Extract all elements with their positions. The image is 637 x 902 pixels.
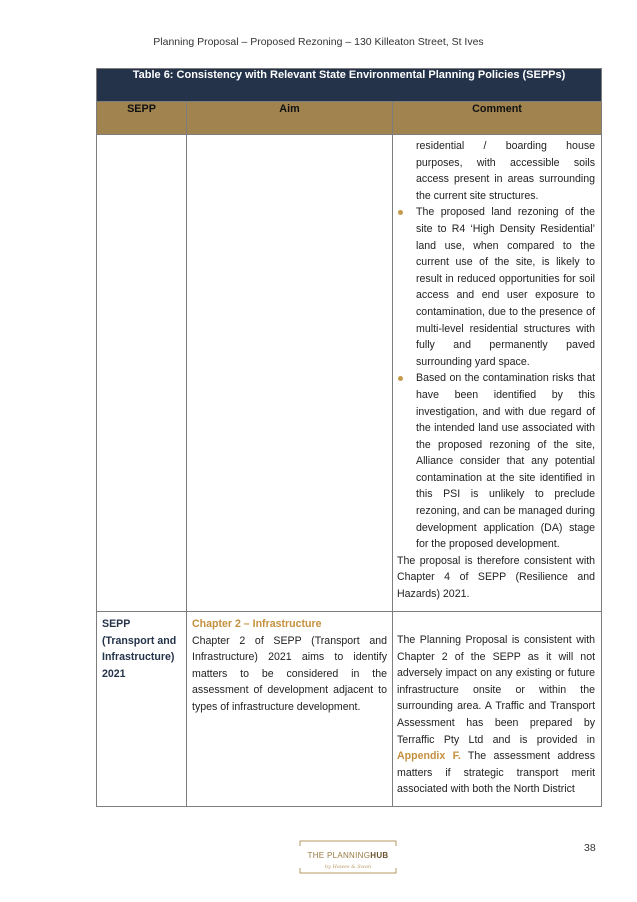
bullet-icon: [398, 376, 403, 381]
logo-prefix: THE PLANNING: [307, 851, 371, 860]
sepp-consistency-table: [96, 68, 602, 807]
logo-signature: by Hawes & Swan: [324, 864, 372, 870]
bullet-text: Based on the contamination risks that have been identified by this investigation, and with due regard of the intended land use associated with the proposed rezoning of the site, Alliance consider that any potential contamination at the site identified in this PSI is unlikely to preclude rezoning, and can be managed during development application (DA) stage for the proposed development.: [416, 372, 596, 551]
comment-text-after: The assessment address matters if strategic transport merit associated with both the North District: [397, 750, 596, 796]
logo-bold: HUB: [370, 851, 389, 860]
comment-cell: [393, 612, 602, 807]
list-item: [397, 204, 595, 370]
column-header-sepp: SEPP: [97, 102, 187, 135]
planning-hub-logo: [298, 839, 398, 875]
list-item: [397, 370, 595, 553]
column-header-aim: Aim: [187, 102, 393, 135]
page-header: Planning Proposal – Proposed Rezoning – 130 Killeaton Street, St Ives: [153, 36, 484, 48]
comment-cell: [393, 135, 602, 612]
comment-conclusion: The proposal is therefore consistent with Chapter 4 of SEPP (Resilience and Hazards) 2021.: [397, 554, 596, 601]
table-row: [97, 135, 602, 612]
table-title: Table 6: Consistency with Relevant State Environmental Planning Policies (SEPPs): [97, 69, 602, 102]
comment-text-before: The Planning Proposal is consistent with Chapter 2 of the SEPP as it will not adversely impact on any existing or future infrastructure onsite or within the surrounding area. A Traffic and Transport Assessment has been prepared by Terraffic Pty Ltd and is provided in: [397, 634, 596, 746]
comment-bullet-list: [397, 138, 595, 553]
aim-cell: [187, 612, 393, 807]
bullet-icon: [398, 210, 403, 215]
logo-wordmark: [298, 851, 398, 860]
column-header-comment: Comment: [393, 102, 602, 135]
aim-text: Chapter 2 of SEPP (Transport and Infrastructure) 2021 aims to identify matters to be considered in the assessment of development adjacent to types of infrastructure development.: [192, 634, 387, 713]
list-item: [397, 138, 595, 204]
comment-text: [397, 632, 595, 798]
sepp-name: SEPP (Transport and Infrastructure) 2021: [102, 618, 177, 680]
bullet-text: The proposed land rezoning of the site to R4 ‘High Density Residential’ land use, when compared to the current use of the site, is likely to result in reduced opportunities for soil access and end user exposure to contamination, due to the presence of multi-level residential structures with fully and permanently paved surrounding yard space.: [416, 206, 596, 368]
bullet-text: residential / boarding house purposes, with accessible soils access present in areas surrounding the current site structures.: [416, 140, 596, 202]
aim-chapter-heading: Chapter 2 – Infrastructure: [192, 618, 322, 630]
aim-cell-empty: [187, 135, 393, 612]
appendix-f-reference: Appendix F.: [397, 750, 461, 763]
sepp-cell-empty: [97, 135, 187, 612]
table-row: [97, 612, 602, 807]
sepp-cell: [97, 612, 187, 807]
page-number: 38: [584, 842, 596, 854]
